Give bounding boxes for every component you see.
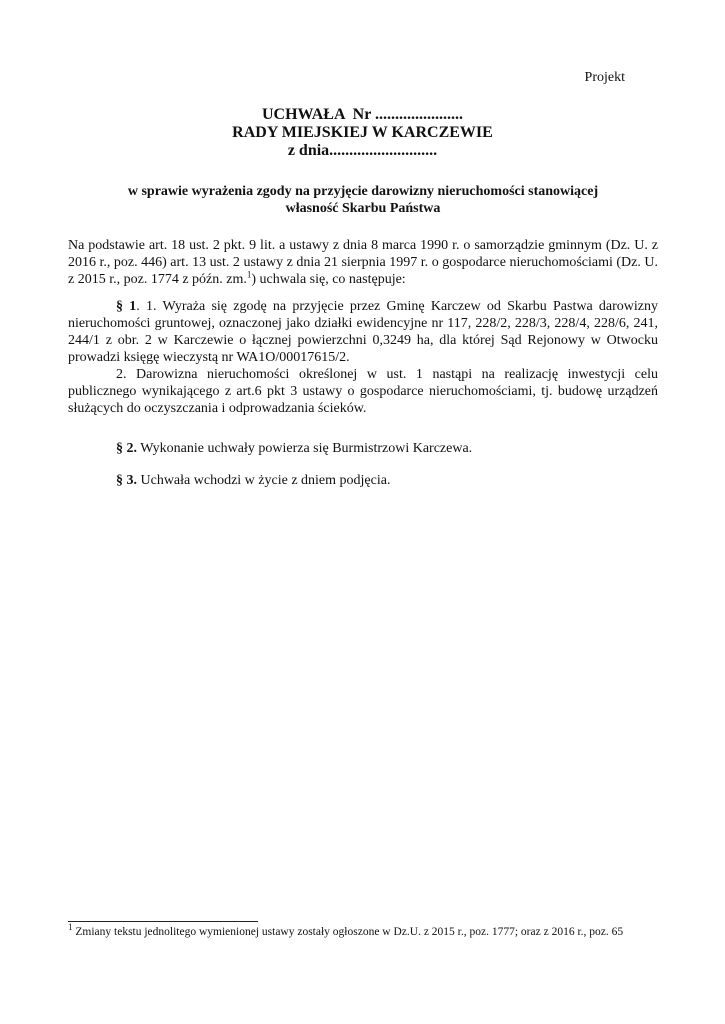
section-1-label: § 1	[116, 299, 137, 314]
subject-line-1: w sprawie wyrażenia zgody na przyjęcie darowizny nieruchomości stanowiącej	[127, 184, 599, 199]
footnote-separator	[68, 921, 258, 922]
footnote-number: 1	[68, 922, 73, 933]
section-3-label: § 3.	[116, 473, 137, 488]
footnote-text: Zmiany tekstu jednolitego wymienionej ustawy zostały ogłoszone w Dz.U. z 2015 r., poz. 1777; oraz z 2016 r., poz. 65	[72, 926, 624, 938]
footnote-reference: 1	[246, 269, 252, 280]
title-line-council: RADY MIEJSKIEJ W KARCZEWIE	[232, 124, 493, 141]
section-1	[68, 298, 658, 417]
subject-line-2: własność Skarbu Państwa	[285, 201, 441, 216]
section-1-point-1	[68, 298, 658, 366]
resolution-subject	[68, 183, 658, 217]
section-2-text: Wykonanie uchwały powierza się Burmistrzowi Karczewa.	[137, 441, 473, 456]
legal-basis-text: Na podstawie art. 18 ust. 2 pkt. 9 lit. a ustawy z dnia 8 marca 1990 r. o samorządzie gminnym (Dz. U. z 2016 r., poz. 446) art. 13 ust. 2 ustawy z dnia 21 sierpnia 1997 r. o gospodarce nieruchomościami (Dz. U. z 2015 r., poz. 1774 z późn. zm.	[68, 238, 658, 287]
title-line-date: z dnia...........................	[287, 142, 438, 159]
section-2	[68, 440, 658, 457]
section-3-text: Uchwała wchodzi w życie z dniem podjęcia.	[137, 473, 391, 488]
section-3	[68, 472, 658, 489]
legal-basis-text-end: ) uchwala się, co następuje:	[251, 272, 406, 287]
draft-label: Projekt	[584, 70, 625, 85]
legal-basis-paragraph	[68, 237, 658, 288]
footnote	[68, 922, 658, 939]
section-1-point-1-text: . 1. Wyraża się zgodę na przyjęcie przez Gminę Karczew od Skarbu Pastwa darowizny nieruchomości gruntowej, oznaczonej jako działki ewidencyjne nr 117, 228/2, 228/3, 228/4, 228/6, 241, 244/1 z obr. 2 w Karczewie o łącznej powierzchni 0,3249 ha, dla której Sąd Rejonowy w Otwocku prowadzi księgę wieczystą nr WA1O/00017615/2.	[68, 299, 659, 365]
section-1-point-2: 2. Darowizna nieruchomości określonej w ust. 1 nastąpi na realizację inwestycji celu publicznego wynikającego z art.6 pkt 3 ustawy o gospodarce nieruchomościami, tj. budowę urządzeń służących do oczyszczania i odprowadzania ścieków.	[68, 367, 658, 416]
section-2-label: § 2.	[116, 441, 137, 456]
resolution-title	[0, 106, 725, 160]
title-line-resolution-number: UCHWAŁA Nr ......................	[261, 106, 464, 123]
